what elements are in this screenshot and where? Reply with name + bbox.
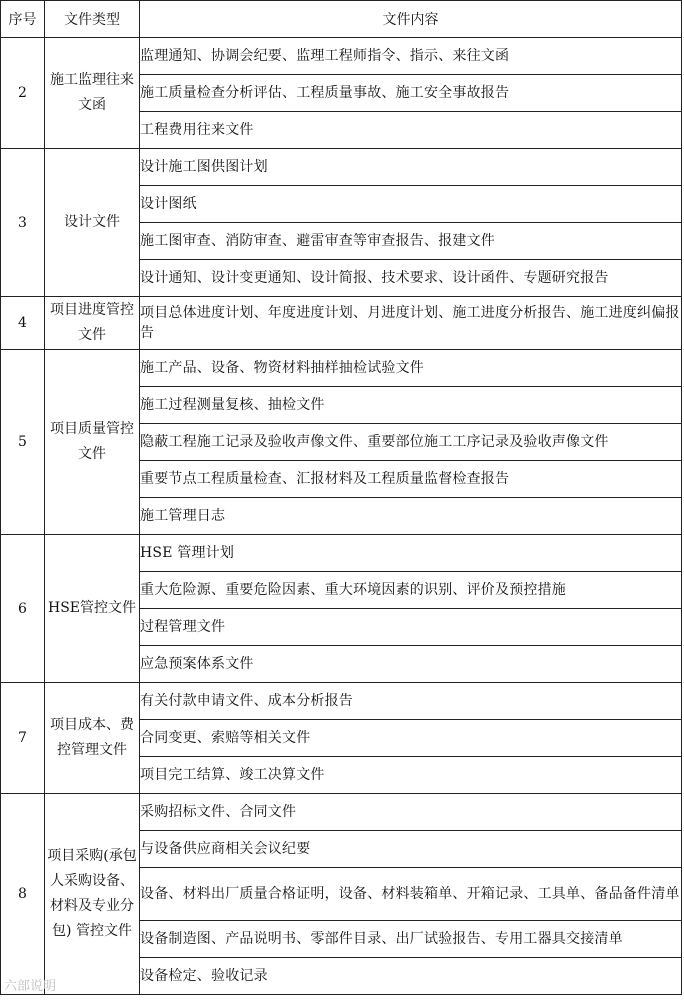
content-cell: 设备、材料出厂质量合格证明，设备、材料装箱单、开箱记录、工具单、备品备件清单 xyxy=(140,868,682,921)
table-row xyxy=(1,297,682,350)
table-row xyxy=(1,683,682,720)
table-row xyxy=(1,38,682,75)
content-cell: 设计通知、设计变更通知、设计简报、技术要求、设计函件、专题研究报告 xyxy=(140,260,682,297)
seq-cell: 4 xyxy=(1,297,45,350)
content-cell: 施工图审查、消防审查、避雷审查等审查报告、报建文件 xyxy=(140,223,682,260)
content-cell: 设备制造图、产品说明书、零部件目录、出厂试验报告、专用工器具交接清单 xyxy=(140,921,682,958)
table-row xyxy=(1,350,682,387)
content-cell: 过程管理文件 xyxy=(140,609,682,646)
type-cell: 项目质量管控文件 xyxy=(45,350,140,535)
header-row xyxy=(1,1,682,38)
seq-cell: 6 xyxy=(1,535,45,683)
content-cell: 设计图纸 xyxy=(140,186,682,223)
content-cell: 与设备供应商相关会议纪要 xyxy=(140,831,682,868)
seq-cell: 8 xyxy=(1,794,45,995)
type-cell: 项目成本、费控管理文件 xyxy=(45,683,140,794)
table-row xyxy=(1,149,682,186)
content-cell: 应急预案体系文件 xyxy=(140,646,682,683)
content-cell: 采购招标文件、合同文件 xyxy=(140,794,682,831)
seq-cell: 5 xyxy=(1,350,45,535)
table-row xyxy=(1,794,682,831)
content-cell: 重大危险源、重要危险因素、重大环境因素的识别、评价及预控措施 xyxy=(140,572,682,609)
header-seq: 序号 xyxy=(1,1,45,38)
content-cell: 施工过程测量复核、抽检文件 xyxy=(140,387,682,424)
type-cell: 项目进度管控文件 xyxy=(45,297,140,350)
content-cell: 设计施工图供图计划 xyxy=(140,149,682,186)
type-cell: HSE管控文件 xyxy=(45,535,140,683)
content-cell: 施工管理日志 xyxy=(140,498,682,535)
content-cell: 设备检定、验收记录 xyxy=(140,958,682,995)
content-cell: 监理通知、协调会纪要、监理工程师指令、指示、来往文函 xyxy=(140,38,682,75)
table-row xyxy=(1,535,682,572)
content-cell: 工程费用往来文件 xyxy=(140,112,682,149)
type-cell: 施工监理往来文函 xyxy=(45,38,140,149)
content-cell: 项目总体进度计划、年度进度计划、月进度计划、施工进度分析报告、施工进度纠偏报告 xyxy=(140,297,682,350)
content-cell: 合同变更、索赔等相关文件 xyxy=(140,720,682,757)
type-cell: 设计文件 xyxy=(45,149,140,297)
content-cell: 有关付款申请文件、成本分析报告 xyxy=(140,683,682,720)
content-cell: 重要节点工程质量检查、汇报材料及工程质量监督检查报告 xyxy=(140,461,682,498)
header-type: 文件类型 xyxy=(45,1,140,38)
watermark-logo: 六部说明 xyxy=(4,979,57,994)
content-cell: 施工产品、设备、物资材料抽样抽检试验文件 xyxy=(140,350,682,387)
content-cell: 隐蔽工程施工记录及验收声像文件、重要部位施工工序记录及验收声像文件 xyxy=(140,424,682,461)
content-cell: 施工质量检查分析评估、工程质量事故、施工安全事故报告 xyxy=(140,75,682,112)
header-content: 文件内容 xyxy=(140,1,682,38)
type-cell: 项目采购(承包人采购设备、材料及专业分包) 管控文件 xyxy=(45,794,140,995)
content-cell: 项目完工结算、竣工决算文件 xyxy=(140,757,682,794)
seq-cell: 2 xyxy=(1,38,45,149)
content-cell: HSE 管理计划 xyxy=(140,535,682,572)
seq-cell: 7 xyxy=(1,683,45,794)
seq-cell: 3 xyxy=(1,149,45,297)
